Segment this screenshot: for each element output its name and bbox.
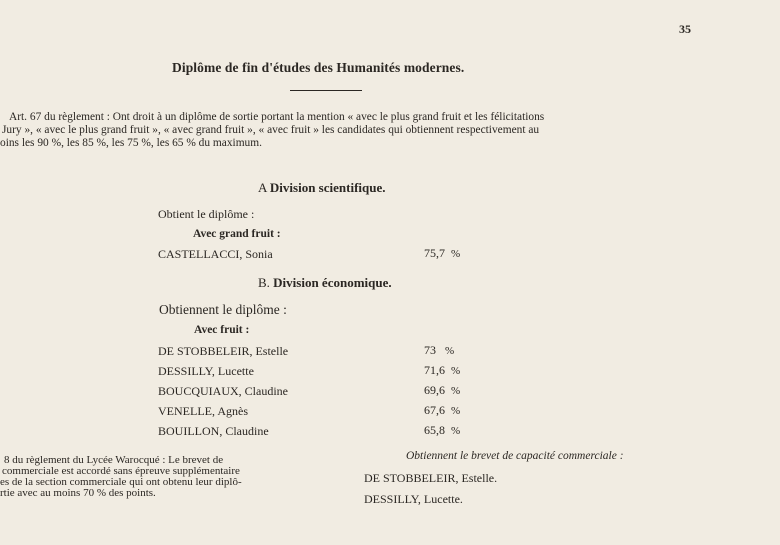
page-title: Diplôme de fin d'études des Humanités modernes. xyxy=(172,60,465,75)
division-a-heading xyxy=(258,180,386,196)
footnote-line-3: es de la section commerciale qui ont obtenu leur diplô- xyxy=(0,476,242,488)
footnote-line-2: commerciale est accordé sans épreuve supplémentaire xyxy=(2,465,240,477)
brevet-name: DE STOBBELEIR, Estelle. xyxy=(364,471,498,485)
division-a-obtains-label: Obtient le diplôme : xyxy=(158,207,255,221)
page-number: 35 xyxy=(679,22,691,36)
candidate-score: 65,8 % xyxy=(424,423,461,437)
candidate-score: 67,6 % xyxy=(424,403,461,417)
footnote-line-1: 8 du règlement du Lycée Warocqué : Le brevet de xyxy=(4,454,224,466)
footnote-line-4: rtie avec au moins 70 % des points. xyxy=(0,487,156,499)
candidate-name: DESSILLY, Lucette xyxy=(158,364,254,378)
candidate-name: BOUCQUIAUX, Claudine xyxy=(158,384,288,398)
candidate-name: DE STOBBELEIR, Estelle xyxy=(158,344,289,358)
candidate-score: 73 % xyxy=(424,343,455,357)
candidate-score: 69,6 % xyxy=(424,383,461,397)
article-line-3: oins les 90 %, les 85 %, les 75 %, les 65 % du maximum. xyxy=(0,137,262,149)
division-b-name: Division économique. xyxy=(273,275,392,290)
candidate-name: BOUILLON, Claudine xyxy=(158,424,269,438)
division-a-mention: Avec grand fruit : xyxy=(193,228,281,240)
title-rule xyxy=(290,90,362,91)
article-line-2: Jury », « avec le plus grand fruit », « avec grand fruit », « avec fruit » les candidates qui obtiennent respectivement au xyxy=(2,124,540,136)
candidate-name: CASTELLACCI, Sonia xyxy=(158,247,273,261)
candidate-score: 71,6 % xyxy=(424,363,461,377)
division-b-obtains-label: Obtiennent le diplôme : xyxy=(159,302,287,317)
candidate-name: VENELLE, Agnès xyxy=(158,404,248,418)
brevet-label: Obtiennent le brevet de capacité commerciale : xyxy=(406,450,624,462)
division-b-letter: B. xyxy=(258,275,270,290)
article-line-1: Art. 67 du règlement : Ont droit à un diplôme de sortie portant la mention « avec le plus grand fruit et les félicitations xyxy=(9,111,545,123)
brevet-name: DESSILLY, Lucette. xyxy=(364,492,463,506)
division-a-letter: A xyxy=(258,180,267,195)
division-b-heading xyxy=(258,275,392,291)
division-a-name: Division scientifique. xyxy=(269,180,386,195)
candidate-score: 75,7 % xyxy=(424,246,461,260)
division-b-mention: Avec fruit : xyxy=(194,324,250,336)
